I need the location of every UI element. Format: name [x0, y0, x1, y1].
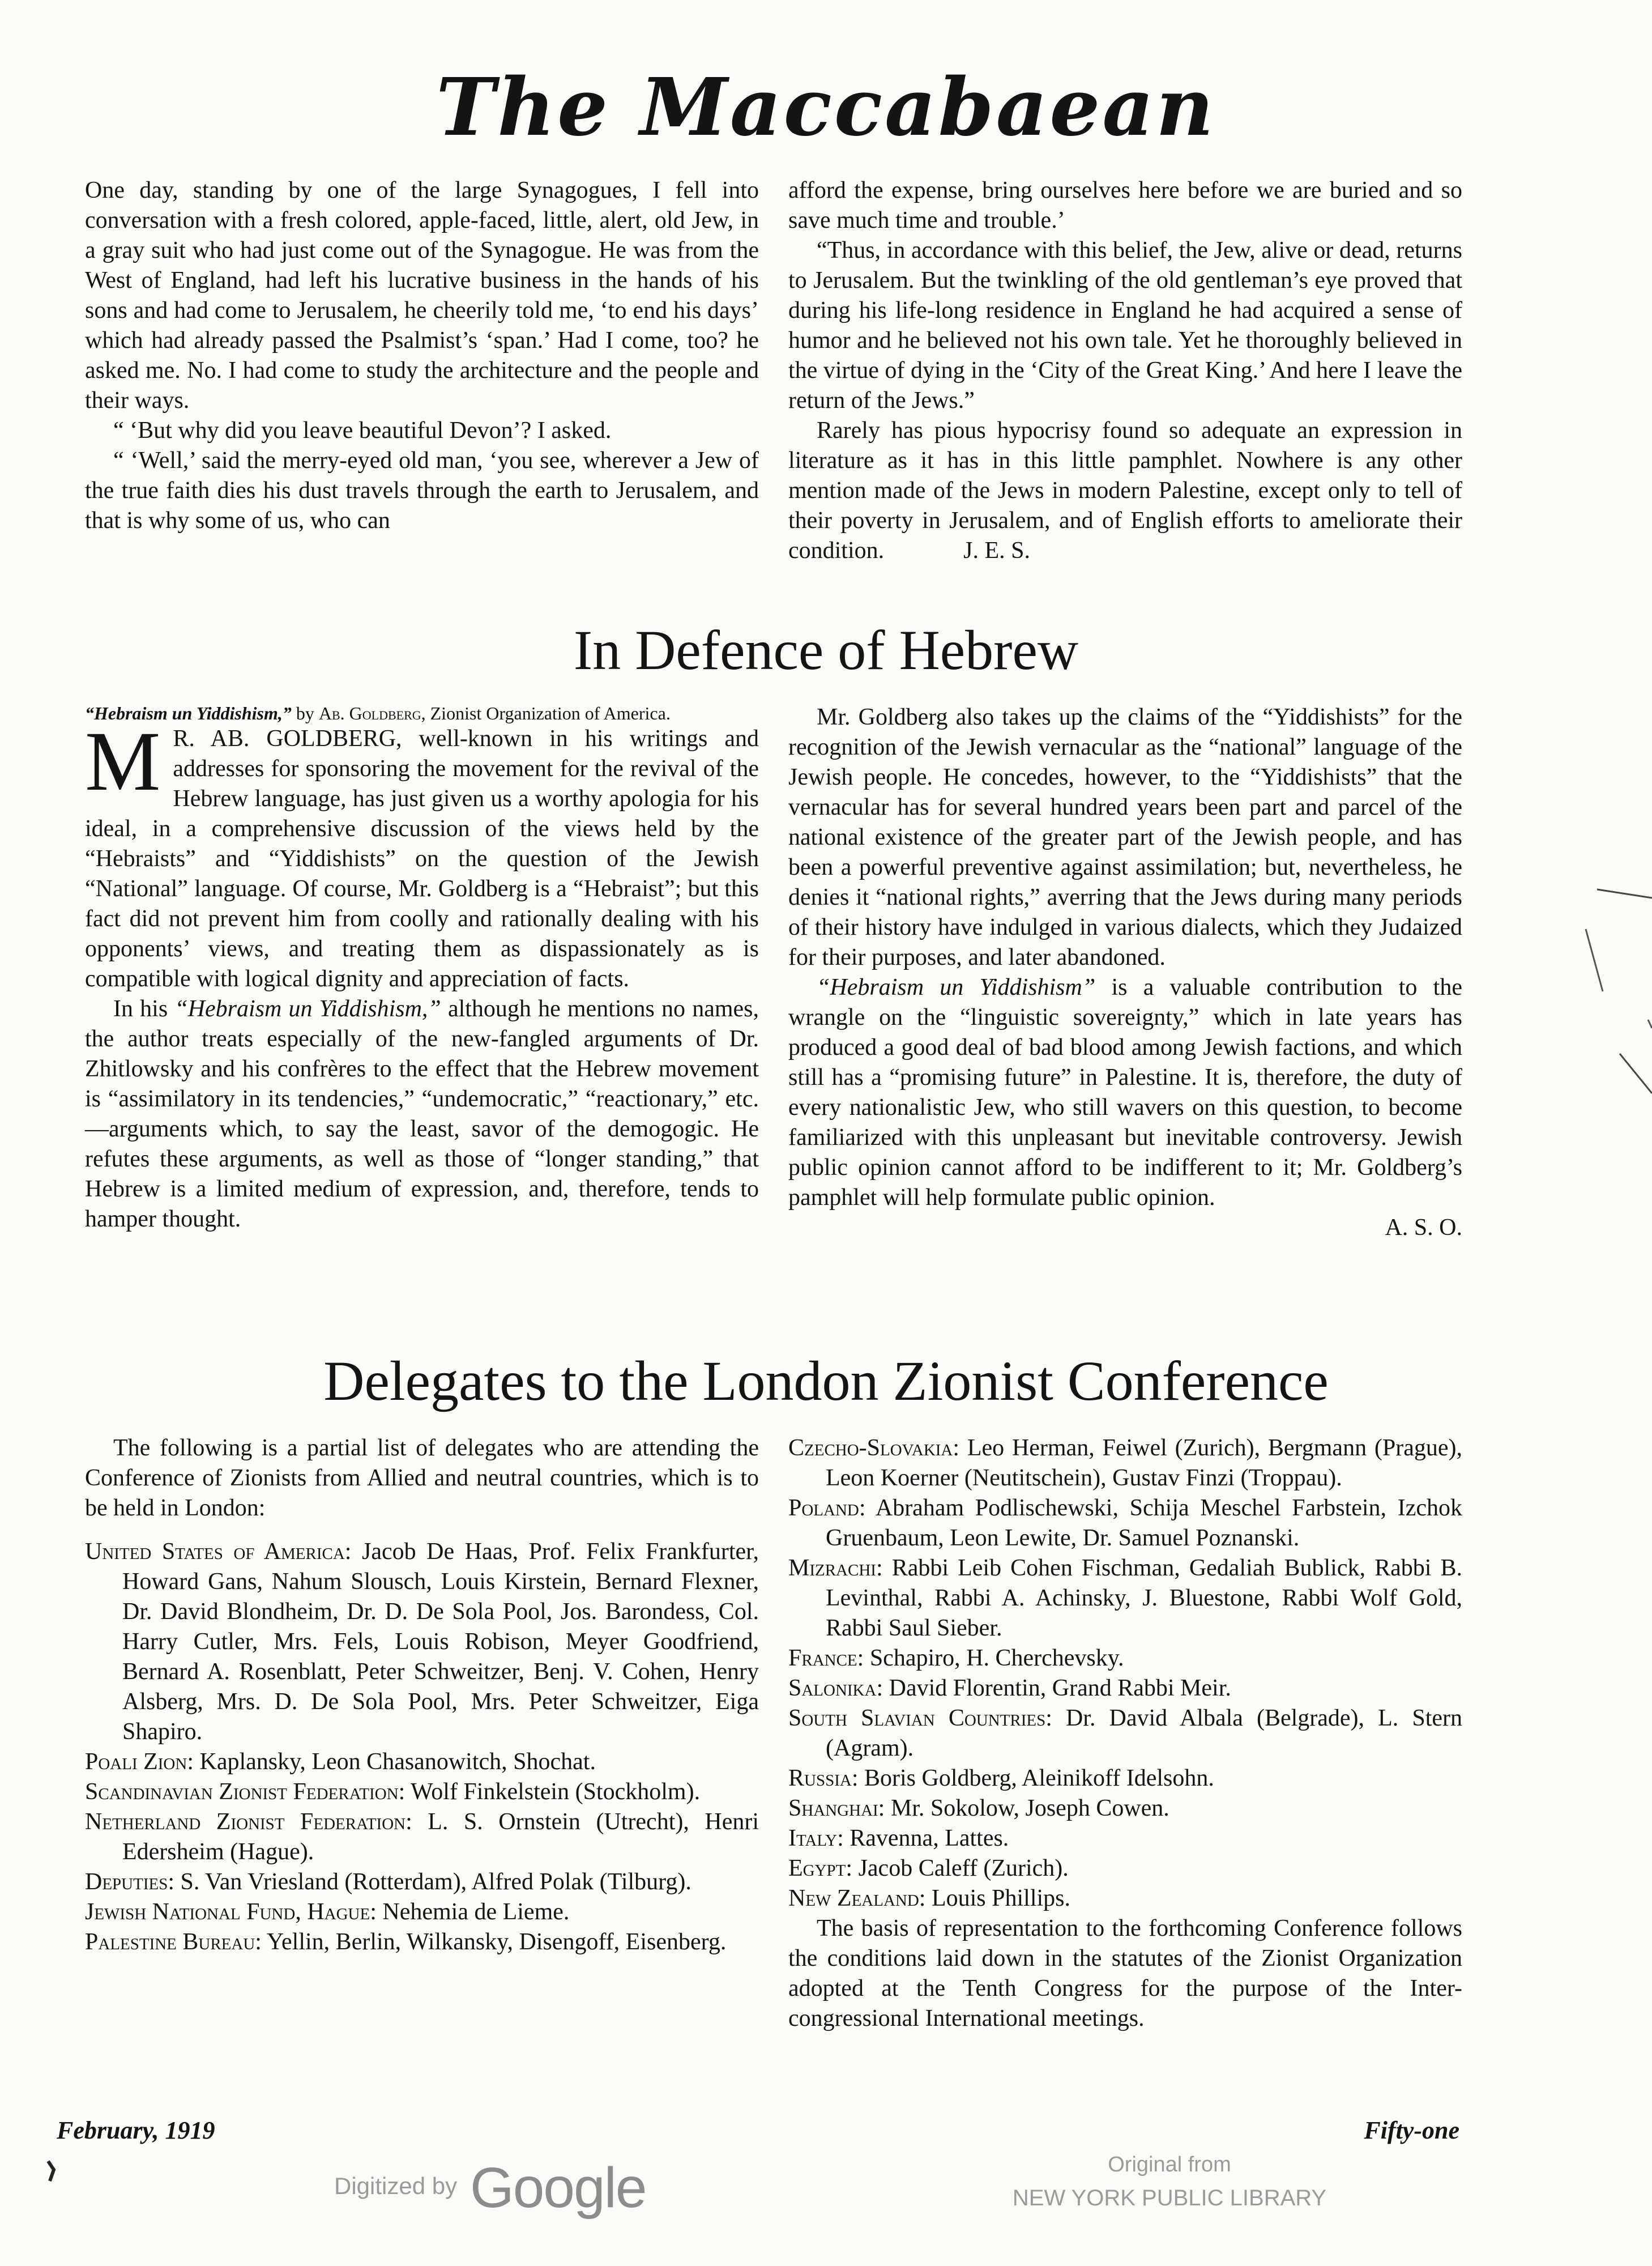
delegate-names: Dr. David Albala (Belgrade), L. Stern (Agram). [826, 1705, 1463, 1761]
delegate-names: Boris Goldberg, Aleinikoff Idelsohn. [858, 1765, 1214, 1791]
issue-date: February, 1919 [57, 2116, 215, 2144]
article1-paragraph: “ ‘Well,’ said the merry-eyed old man, ‘you see, wherever a Jew of the true faith dies his dust travels through the earth to Jerusalem, and that is why some of us, who can [85, 448, 759, 534]
source-by: by [291, 703, 319, 723]
delegate-group-label: Egypt: [788, 1855, 853, 1881]
delegate-group-label: Netherland Zionist Federation: [85, 1809, 412, 1835]
article3-title: Delegates to the London Zionist Conference [323, 1349, 1329, 1412]
delegate-names: Ravenna, Lattes. [843, 1825, 1009, 1851]
delegate-names: Nehemia de Lieme. [376, 1899, 570, 1925]
delegate-names: Leo Herman, Feiwel (Zurich), Bergmann (Prague), Leon Koerner (Neutitschein), Gustav Finzi (Troppau). [826, 1435, 1462, 1491]
delegate-group-label: Czecho-Slovakia: [788, 1435, 960, 1461]
delegate-group-label: Shanghai: [788, 1795, 885, 1821]
delegate-group-label: Jewish National Fund, Hague: [85, 1899, 377, 1925]
delegate-group-label: Palestine Bureau: [85, 1929, 262, 1955]
delegate-group-label: Mizrachi: [788, 1555, 883, 1581]
scan-margin-line [1586, 929, 1603, 991]
delegate-names: Mr. Sokolow, Joseph Cowen. [885, 1795, 1169, 1821]
delegate-group-label: South Slavian Countries: [788, 1705, 1052, 1731]
delegate-group-label: Poali Zion: [85, 1749, 194, 1775]
delegate-group-label: New Zealand: [788, 1885, 926, 1911]
delegate-group-label: Salonika: [788, 1675, 883, 1701]
scan-margin-line [1620, 1054, 1652, 1093]
library-name: NEW YORK PUBLIC LIBRARY [1012, 2186, 1327, 2210]
original-from-label: Original from [1108, 2153, 1231, 2176]
delegate-group-label: Poland: [788, 1495, 866, 1521]
p4-title: “Hebraism un Yiddishism” [817, 974, 1096, 1000]
drop-cap: M [85, 714, 161, 808]
article1-paragraph: One day, standing by one of the large Synagogues, I fell into conversation with a fresh colored, apple-faced, little, alert, old Jew, in a gray suit who had just come out of the Synagogue. He was from the West of England, had left his lucrative business in the hands of his sons and had come to Jerusalem, he cheerily told me, ‘to end his days’ which had already passed the Psalmist’s ‘span.’ Had I come, too? he asked me. No. I had come to study the architecture and the people and their ways. [85, 177, 759, 414]
article1-last-text: Rarely has pious hypocrisy found so adequate an expression in literature as it has in this little pamphlet. Nowhere is any other mention made of the Jews in modern Palestine, except only to tell of their poverty in Jerusalem, and of English efforts to ameliorate their condition. [788, 418, 1462, 564]
article1-paragraph: afford the expense, bring ourselves here before we are buried and so save much time and trouble.’ [788, 177, 1462, 233]
delegate-names: Rabbi Leib Cohen Fischman, Gedaliah Bublick, Rabbi B. Levinthal, Rabbi A. Achinsky, J. Bluestone, Rabbi Wolf Gold, Rabbi Saul Sieber. [826, 1555, 1462, 1641]
article1-signature: J. E. S. [963, 538, 1031, 564]
delegate-names: L. S. Ornstein (Utrecht), Henri Edersheim (Hague). [122, 1809, 759, 1865]
scan-speck [48, 2161, 54, 2181]
p2-b: although he mentions no names, the author treats especially of the new-fangled arguments of Dr. Zhitlowsky and his confrères to the effect that the Hebrew movement is “assimilatory in its tendencies,” “undemocratic,” “reactionary,” etc.—arguments which, to say the least, savor of the demogogic. He refutes these arguments, as well as those of “longer standing,” that Hebrew is a limited medium of expression, and, therefore, tends to hamper thought. [85, 996, 759, 1232]
digitized-by-label: Digitized by [334, 2173, 458, 2199]
p2-title: “Hebraism un Yiddishism,” [174, 996, 441, 1022]
p2-a: In his [113, 996, 175, 1022]
masthead: The Maccabaean [436, 61, 1216, 154]
delegate-group-label: Russia: [788, 1765, 859, 1791]
scan-margin-line [1597, 889, 1652, 898]
delegate-group-label: Scandinavian Zionist Federation: [85, 1779, 405, 1805]
delegate-names: Louis Phillips. [925, 1885, 1071, 1911]
delegate-names: S. Van Vriesland (Rotterdam), Alfred Polak (Tilburg). [174, 1869, 691, 1895]
scan-margin-line [1648, 1020, 1652, 1028]
delegate-group-label: France: [788, 1645, 864, 1671]
delegate-names: Kaplansky, Leon Chasanowitch, Shochat. [193, 1749, 596, 1775]
article3-closing: The basis of representation to the forthcoming Conference follows the conditions laid down in the statutes of the Zionist Organization adopted at the Tenth Congress for the purpose of the Inter-congressional International meetings. [788, 1915, 1462, 2031]
source-org: , Zionist Organization of America. [421, 703, 671, 723]
source-author: Ab. Goldberg [318, 703, 421, 723]
delegate-names: Schapiro, H. Cherchevsky. [864, 1645, 1124, 1671]
delegate-group-label: Italy: [788, 1825, 844, 1851]
delegate-names: Abraham Podlischewski, Schija Meschel Farbstein, Izchok Gruenbaum, Leon Lewite, Dr. Samuel Poznanski. [826, 1495, 1462, 1551]
article1-paragraph: “ ‘But why did you leave beautiful Devon’? I asked. [113, 418, 612, 444]
delegate-group-label: Deputies: [85, 1869, 174, 1895]
source-title: “Hebraism un Yiddishism,” [85, 703, 292, 723]
delegate-names: Jacob De Haas, Prof. Felix Frankfurter, Howard Gans, Nahum Slousch, Louis Kirstein, Bernard Flexner, Dr. David Blondheim, Dr. D. De Sola Pool, Jos. Barondess, Col. Harry Cutler, Mrs. Fels, Louis Robison, Meyer Goodfriend, Bernard A. Rosenblatt, Peter Schweitzer, Benj. V. Cohen, Henry Alsberg, Mrs. D. De Sola Pool, Mrs. Peter Schweitzer, Eiga Shapiro. [122, 1539, 759, 1745]
p1-rest: , well-known in his writings and addresses for sponsoring the movement for the revival of the Hebrew language, has just given us a worthy apologia for his ideal, in a comprehensive discussion of the views held by the “Hebraists” and “Yiddishists” on the question of the Jewish “National” language. Of course, Mr. Goldberg is a “Hebraist”; but this fact did not prevent him from coolly and rationally dealing with his opponents’ views, and treating them as dispassionately as is compatible with logical dignity and appreciation of facts. [85, 726, 759, 992]
article2-signature: A. S. O. [1385, 1215, 1462, 1241]
article2-title: In Defence of Hebrew [573, 619, 1079, 681]
article1-paragraph: “Thus, in accordance with this belief, the Jew, alive or dead, returns to Jerusalem. But the twinkling of the old gentleman’s eye proved that during his life-long residence in England he had acquired a sense of humor and he believed not his own tale. Yet he thoroughly believed in the virtue of dying in the ‘City of the Great King.’ And here I leave the return of the Jews.” [788, 237, 1462, 414]
delegate-names: Jacob Caleff (Zurich). [852, 1855, 1069, 1881]
article3-intro: The following is a partial list of delegates who are attending the Conference of Zionists from Allied and neutral countries, which is to be held in London: [85, 1435, 759, 1521]
page-number: Fifty-one [1364, 2116, 1459, 2144]
delegate-names: David Florentin, Grand Rabbi Meir. [883, 1675, 1231, 1701]
google-logo: Google [470, 2156, 646, 2220]
delegate-names: Yellin, Berlin, Wilkansky, Disengoff, Eisenberg. [261, 1929, 727, 1955]
p1-cap: R. AB. GOLDBERG [173, 726, 396, 752]
delegate-names: Wolf Finkelstein (Stockholm). [405, 1779, 701, 1805]
delegate-group-label: United States of America: [85, 1539, 352, 1565]
p4-rest: is a valuable contribution to the wrangle on the “linguistic sovereignty,” which in late years has produced a good deal of bad blood among Jewish factions, and which still has a “promising future” in Palestine. It is, therefore, the duty of every nationalistic Jew, who still wavers on this question, to become familiarized with this unpleasant but inevitable controversy. Jewish public opinion cannot afford to be indifferent to it; Mr. Goldberg’s pamphlet will help formulate public opinion. [788, 974, 1462, 1211]
article2-paragraph: Mr. Goldberg also takes up the claims of the “Yiddishists” for the recognition of the Jewish vernacular as the “national” language of the Jewish people. He concedes, however, to the “Yiddishists” that the vernacular has for several hundred years been part and parcel of the national existence of the greater part of the Jewish people, and has been a powerful preventive against assimilation; but, nevertheless, he denies it “national rights,” averring that the Jews during many periods of their history have indulged in various dialects, which they Judaized for their purposes, and later abandoned. [788, 704, 1462, 970]
